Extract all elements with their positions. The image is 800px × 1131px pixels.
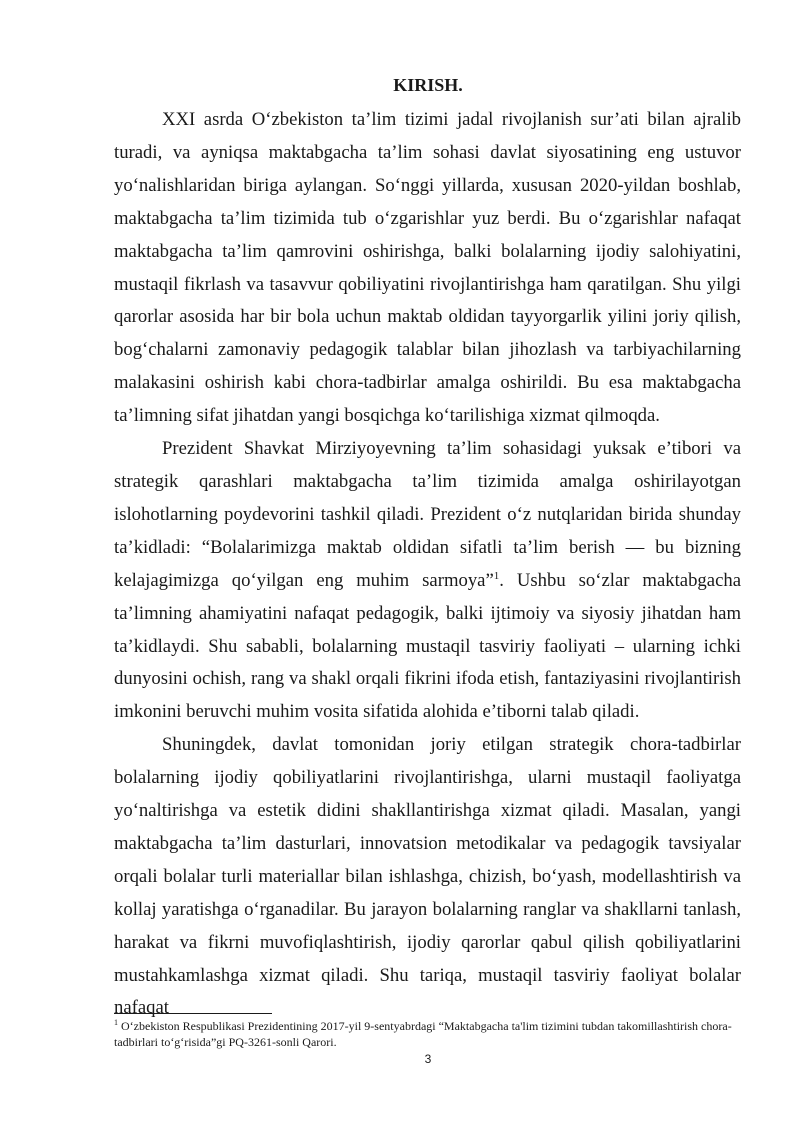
paragraph-2-text-after: . Ushbu so‘zlar maktabgacha ta’limning ahamiyatini nafaqat pedagogik, balki ijtimoiy va siyosiy jihatdan ham ta’kidlaydi. Shu sababli, bolalarning mustaqil tasviriy faoliyati – ularning ichki dunyosini ochish, rang va shakl orqali fikrini ifoda etish, fantaziyasini rivojlantirish imkonini beruvchi muhim vosita sifatida alohida e’tiborni talab qiladi.	[114, 569, 742, 723]
footnote-separator	[114, 1013, 272, 1014]
paragraph-2-text-before: Prezident Shavkat Mirziyoyevning ta’lim sohasidagi yuksak e’tibori va strategik qarashlari maktabgacha ta’lim tizimida amalga oshirilayotgan islohotlarning poydevorini tashkil qiladi. Prezident o‘z nutqlaridan birida shunday ta’kidladi: “Bolalarimizga maktab oldidan sifatli ta’lim berish — bu bizning kelajagimizga qo‘yilgan eng muhim sarmoya”	[114, 438, 741, 591]
footnote-text: O‘zbekiston Respublikasi Prezidentining 2017-yil 9-sentyabrdagi “Maktabgacha ta'lim tizimini tubdan takomillashtirish chora-tadbirlari to‘g‘risida”gi PQ-3261-sonli Qarori.	[114, 1019, 732, 1049]
body-text	[114, 104, 741, 1025]
paragraph-2	[114, 433, 741, 729]
footnote	[114, 1018, 741, 1050]
paragraph-3: Shuningdek, davlat tomonidan joriy etilgan strategik chora-tadbirlar bolalarning ijodiy qobiliyatlarini rivojlantirishga, ularni mustaqil faoliyatga yo‘naltirishga va estetik didini shakllantirishga xizmat qiladi. Masalan, yangi maktabgacha ta’lim dasturlari, innovatsion metodikalar va pedagogik tavsiyalar orqali bolalar turli materiallar bilan ishlashga, chizish, bo‘yash, modellashtirish va kollaj yaratishga o‘rganadilar. Bu jarayon bolalarning ranglar va shakllarni tanlash, harakat va fikrni muvofiqlashtirish, ijodiy qarorlar qabul qilish qobiliyatlarini mustahkamlashga xizmat qiladi. Shu tariqa, mustaqil tasviriy faoliyat bolalar nafaqat	[114, 734, 741, 1019]
footnote-reference: 1	[493, 569, 500, 582]
page-number: 3	[424, 1052, 432, 1066]
page-title: KIRISH.	[393, 75, 463, 95]
footnote-marker: 1	[114, 1018, 118, 1027]
paragraph-1: XXI asrda O‘zbekiston ta’lim tizimi jadal rivojlanish sur’ati bilan ajralib turadi, va ayniqsa maktabgacha ta’lim sohasi davlat siyosatining eng ustuvor yo‘nalishlaridan biriga aylangan. So‘nggi yillarda, xususan 2020-yildan boshlab, maktabgacha ta’lim tizimida tub o‘zgarishlar yuz berdi. Bu o‘zgarishlar nafaqat maktabgacha ta’lim qamrovini oshirishga, balki bolalarning ijodiy salohiyatini, mustaqil fikrlash va tasavvur qobiliyatini rivojlantirishga ham qaratilgan. Shu yilgi qarorlar asosida har bir bola uchun maktab oldidan tayyorgarlik yilini joriy qilish, bog‘chalarni zamonaviy pedagogik talablar bilan jihozlash va tarbiyachilarning malakasini oshirish kabi chora-tadbirlar amalga oshirildi. Bu esa maktabgacha ta’limning sifat jihatdan yangi bosqichga ko‘tarilishiga xizmat qilmoqda.	[114, 109, 741, 427]
